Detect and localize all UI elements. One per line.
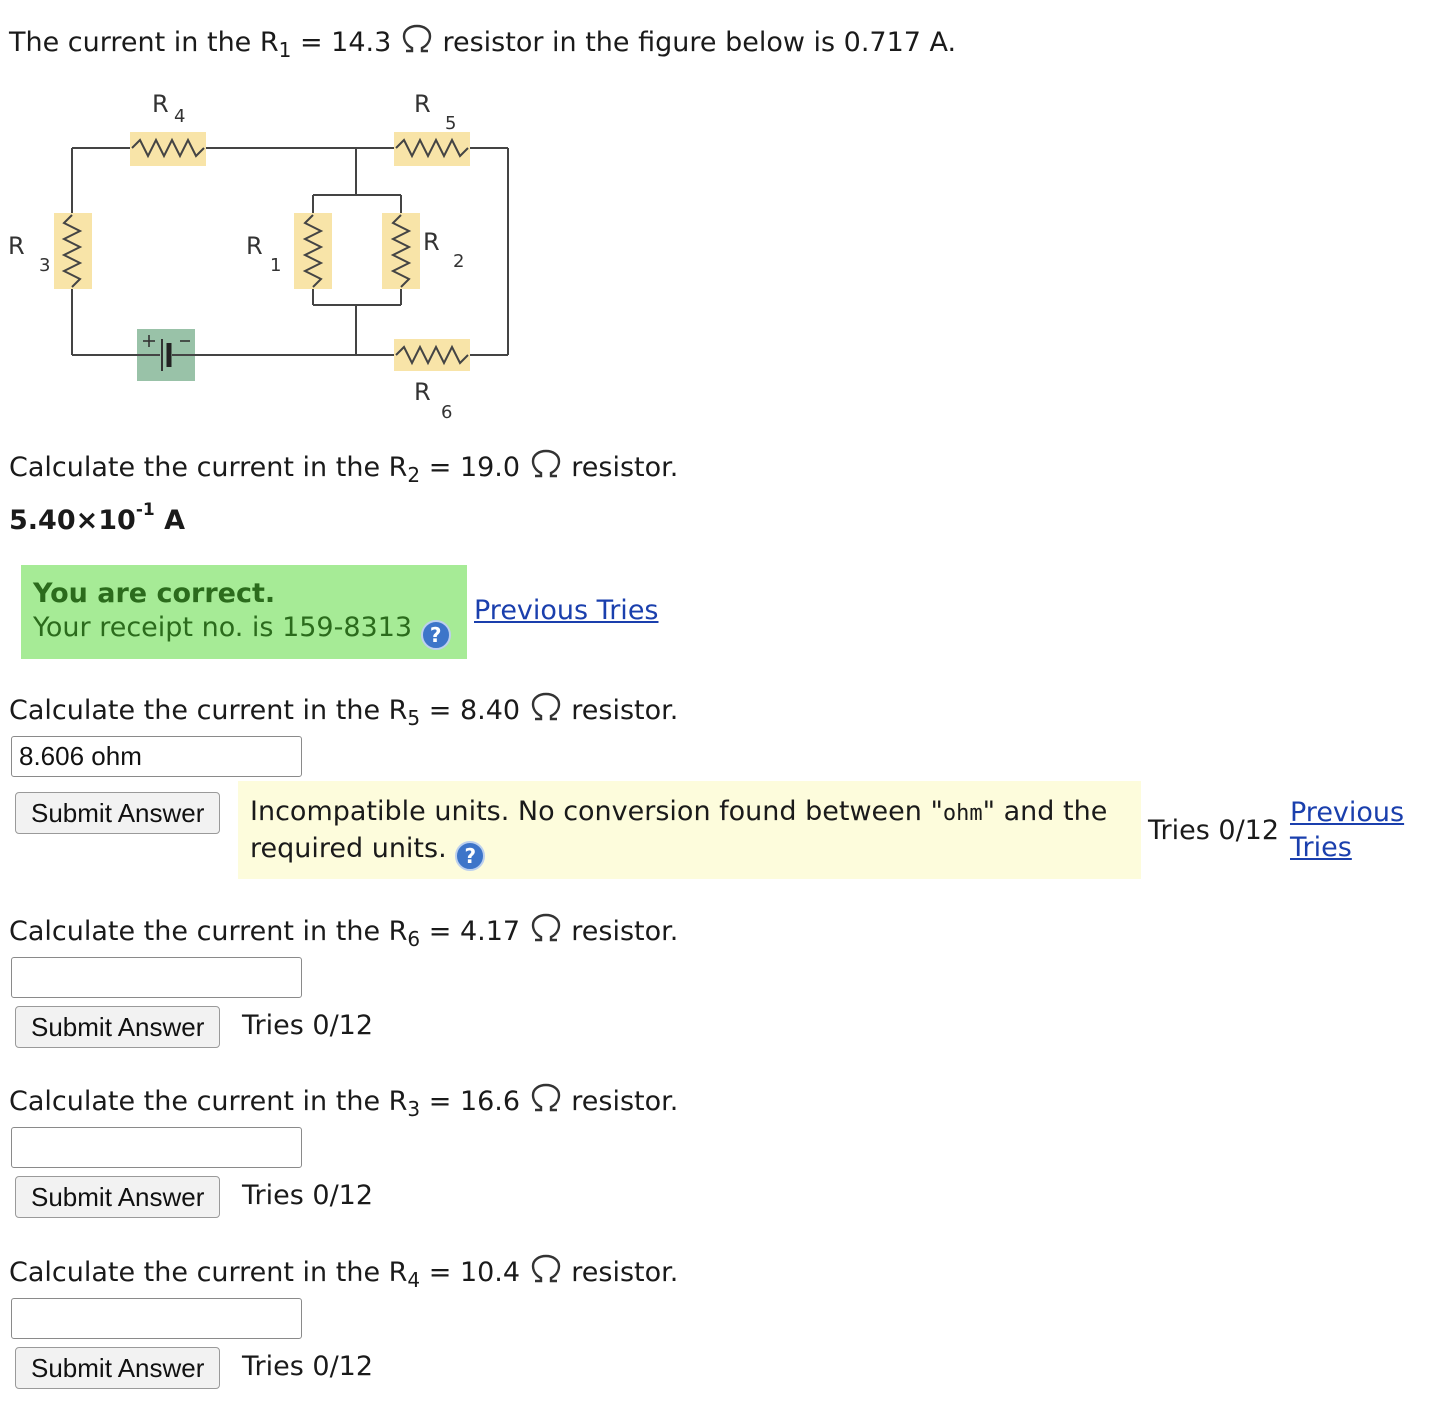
circuit-diagram: [0, 85, 520, 425]
submit-answer-button[interactable]: Submit Answer: [15, 1006, 220, 1048]
svg-text:R: R: [414, 378, 431, 406]
ohm-icon: [529, 913, 563, 943]
ohm-icon: [529, 692, 563, 722]
incompatible-units-warning: Incompatible units. No conversion found between "ohm" and the required units. ?: [238, 781, 1141, 879]
previous-tries-link[interactable]: Previous: [1290, 797, 1405, 828]
previous-tries-link[interactable]: Tries: [1290, 832, 1352, 863]
correct-feedback: You are correct. Your receipt no. is 159-8313 ?: [21, 565, 467, 659]
answer-input-r5[interactable]: 8.606 ohm: [11, 736, 302, 777]
answer-r2: $5.40\times 10^{-1}$ A: [9, 500, 186, 536]
submit-answer-button[interactable]: Submit Answer: [15, 1176, 220, 1218]
help-icon[interactable]: ?: [455, 841, 485, 871]
svg-text:3: 3: [39, 255, 51, 276]
ohm-icon: [400, 24, 434, 54]
svg-text:R: R: [8, 232, 25, 260]
answer-input-r6[interactable]: [11, 957, 302, 998]
svg-text:R: R: [152, 90, 169, 118]
question-r6: Calculate the current in the $R_6 = 4.17$ resistor.: [9, 913, 678, 951]
svg-text:2: 2: [453, 251, 465, 272]
svg-text:R: R: [246, 232, 263, 260]
answer-input-r4[interactable]: [11, 1298, 302, 1339]
question-r5: Calculate the current in the $R_5 = 8.40$ resistor.: [9, 692, 678, 730]
ohm-icon: [529, 1254, 563, 1284]
svg-text:R: R: [423, 228, 440, 256]
submit-answer-button[interactable]: Submit Answer: [15, 792, 220, 834]
question-r2: Calculate the current in the $R_2 = 19.0$ resistor.: [9, 449, 678, 487]
tries-counter: Tries 0/12: [242, 1010, 374, 1041]
svg-text:R: R: [414, 90, 431, 118]
previous-tries-link[interactable]: Previous Tries: [474, 595, 659, 626]
intro-text: The current in the $R_1 = 14.3$ resistor in the figure below is 0.717 A.: [9, 24, 956, 62]
tries-counter: Tries 0/12: [1148, 815, 1280, 846]
tries-counter: Tries 0/12: [242, 1180, 374, 1211]
ohm-icon: [529, 449, 563, 479]
help-icon[interactable]: ?: [421, 620, 451, 650]
ohm-icon: [529, 1083, 563, 1113]
svg-text:4: 4: [174, 106, 186, 127]
submit-answer-button[interactable]: Submit Answer: [15, 1347, 220, 1389]
svg-text:6: 6: [441, 402, 453, 423]
question-r4: Calculate the current in the $R_4 = 10.4$ resistor.: [9, 1254, 678, 1292]
question-r3: Calculate the current in the $R_3 = 16.6$ resistor.: [9, 1083, 678, 1121]
answer-input-r3[interactable]: [11, 1127, 302, 1168]
svg-text:5: 5: [445, 113, 457, 134]
tries-counter: Tries 0/12: [242, 1351, 374, 1382]
svg-text:1: 1: [270, 255, 282, 276]
